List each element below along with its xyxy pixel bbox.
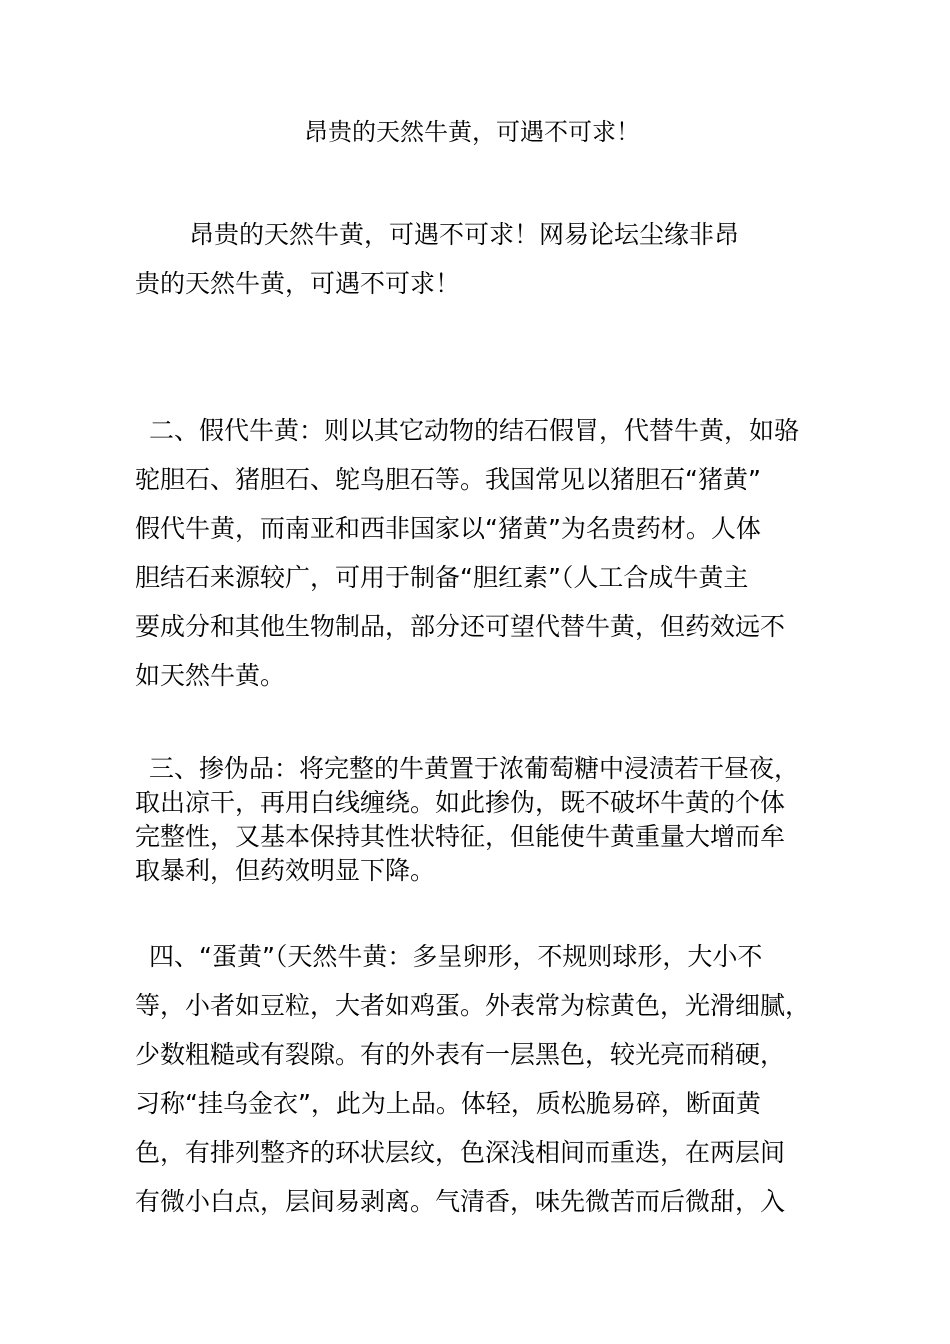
paragraph-line: 习称“挂乌金衣”，此为上品。体轻，质松脆易碎，断面黄 xyxy=(135,1089,761,1118)
paragraph-line: 等，小者如豆粒，大者如鸡蛋。外表常为棕黄色，光滑细腻， xyxy=(135,991,811,1020)
paragraph-line: 如天然牛黄。 xyxy=(135,661,286,690)
paragraph-line: 要成分和其他生物制品，部分还可望代替牛黄，但药效远不 xyxy=(135,612,786,641)
paragraph-line: 色，有排列整齐的环状层纹，色深浅相间而重迭，在两层间 xyxy=(135,1138,786,1167)
paragraph-line: 三、掺伪品：将完整的牛黄置于浓葡萄糖中浸渍若干昼夜， xyxy=(149,754,800,783)
intro-paragraph xyxy=(135,210,825,308)
paragraph-line: 二、假代牛黄：则以其它动物的结石假冒，代替牛黄，如骆 xyxy=(149,416,800,445)
paragraph-line: 假代牛黄，而南亚和西非国家以“猪黄”为名贵药材。人体 xyxy=(135,514,761,543)
paragraph-line: 完整性，又基本保持其性状特征，但能使牛黄重量大增而牟 xyxy=(135,822,786,851)
section-4-paragraph xyxy=(135,932,825,1226)
paragraph-line: 取出凉干，再用白线缠绕。如此掺伪，既不破坏牛黄的个体 xyxy=(135,788,786,817)
document-title: 昂贵的天然牛黄，可遇不可求！ xyxy=(304,118,640,146)
paragraph-line: 贵的天然牛黄，可遇不可求！ xyxy=(135,269,461,298)
paragraph-line: 少数粗糙或有裂隙。有的外表有一层黑色，较光亮而稍硬， xyxy=(135,1040,786,1069)
paragraph-line: 昂贵的天然牛黄，可遇不可求！网易论坛尘缘非昂 xyxy=(189,220,740,249)
paragraph-line: 胆结石来源较广，可用于制备“胆红素”（人工合成牛黄主 xyxy=(135,563,749,592)
section-3-paragraph xyxy=(135,752,825,888)
paragraph-line: 驼胆石、猪胆石、鸵鸟胆石等。我国常见以猪胆石“猪黄” xyxy=(135,465,761,494)
paragraph-line: 有微小白点，层间易剥离。气清香，味先微苦而后微甜，入 xyxy=(135,1187,786,1216)
paragraph-line: 四、“蛋黄”（天然牛黄：多呈卵形，不规则球形，大小不 xyxy=(149,942,763,971)
section-2-paragraph xyxy=(135,406,825,700)
paragraph-line: 取暴利，但药效明显下降。 xyxy=(135,856,436,885)
